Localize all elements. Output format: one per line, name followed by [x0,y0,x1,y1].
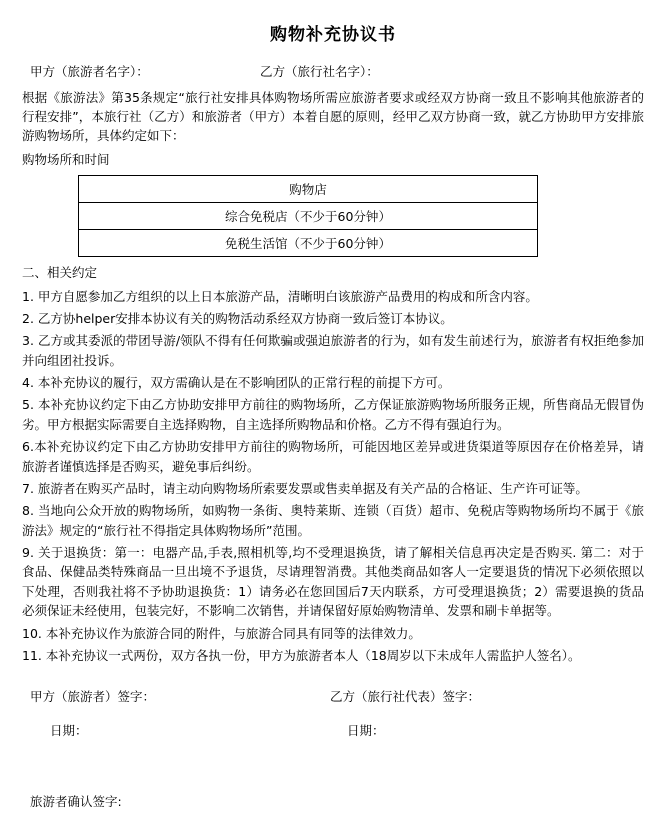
clause-item: 2. 乙方协helper安排本协议有关的购物活动系经双方协商一致后签订本协议。 [22,310,453,326]
clause-item: 3. 乙方或其委派的带团导游/领队不得有任何欺骗或强迫旅游者的行为，如有发生前述行为，旅游者有权拒绝参加并向组团社投诉。 [22,333,644,368]
table-row [79,230,538,257]
clause-list [22,287,644,666]
party-b-signature-label: 乙方（旅行社代表）签字： [330,689,481,705]
clause-item: 4. 本补充协议的履行，双方需确认是在不影响团队的正常行程的前提下方可。 [22,375,451,391]
table-cell: 综合免税店（不少于60分钟） [79,203,538,230]
page-title: 购物补充协议书 [270,25,396,45]
clause-item: 5. 本补充协议约定下由乙方协助安排甲方前往的购物场所，乙方保证旅游购物场所服务正规，所售商品无假冒伪劣。甲方根据实际需要自主选择购物，自主选择所购物品和价格。乙方不得有强迫行为。 [22,397,644,432]
signature-row [30,687,644,706]
table-header-cell: 购物店 [79,176,538,203]
preamble-paragraph: 根据《旅游法》第35条规定“旅行社安排具体购物场所需应旅游者要求或经双方协商一致且不影响其他旅游者的行程安排”，本旅行社（乙方）和旅游者（甲方）本着自愿的原则，经甲乙双方协商一致，就乙方协助甲方安排旅游购物场所，具体约定如下： [22,89,644,144]
party-b-date-label: 日期： [347,722,385,738]
table-row [79,203,538,230]
party-a-date-label: 日期： [50,722,88,738]
party-a-label: 甲方（旅游者名字）： [30,64,149,80]
section-two-heading: 二、相关约定 [22,265,98,281]
table-cell: 免税生活馆（不少于60分钟） [79,230,538,257]
table-header-row [79,176,538,203]
clause-item: 7. 旅游者在购买产品时，请主动向购物场所索要发票或售卖单据及有关产品的合格证、生产许可证等。 [22,480,588,496]
section-one-heading: 购物场所和时间 [22,151,110,167]
clause-item: 1. 甲方自愿参加乙方组织的以上日本旅游产品，清晰明白该旅游产品费用的构成和所含内容。 [22,288,538,304]
clause-item: 9. 关于退换货：第一：电器产品,手表,照相机等,均不受理退换货，请了解相关信息再决定是否购买. 第二：对于食品、保健品类特殊商品一旦出境不予退货，尽请理智消费。其他类商品如客人一定要退货的情况下必须依照以下处理，否则我社将不予协助退换货：1）请务必在您回国后7天内联系，方可受理退换货；2）需要退换的货品必须保证未经使用，包装完好，不影响二次销售，并请保留好原始购物清单、发票和刷卡单据等。 [22,545,644,619]
traveler-confirm-label: 旅游者确认签字: [30,794,122,810]
clause-item: 6.本补充协议约定下由乙方协助安排甲方前往的购物场所，可能因地区差异或进货渠道等原因存在价格差异，请旅游者谨慎选择是否购买，避免事后纠纷。 [22,439,644,474]
clause-item: 11. 本补充协议一式两份，双方各执一份，甲方为旅游者本人（18周岁以下未成年人需监护人签名）。 [22,647,581,663]
parties-row [30,62,644,81]
party-b-label: 乙方（旅行社名字）： [260,64,379,80]
clause-item: 8. 当地向公众开放的购物场所，如购物一条街、奥特莱斯、连锁（百货）超市、免税店等购物场所均不属于《旅游法》规定的“旅行社不得指定具体购物场所”范围。 [22,503,644,538]
clause-item: 10. 本补充协议作为旅游合同的附件，与旅游合同具有同等的法律效力。 [22,625,421,641]
date-row [50,721,644,740]
shopping-venue-table [78,175,538,257]
party-a-signature-label: 甲方（旅游者）签字： [30,689,156,705]
